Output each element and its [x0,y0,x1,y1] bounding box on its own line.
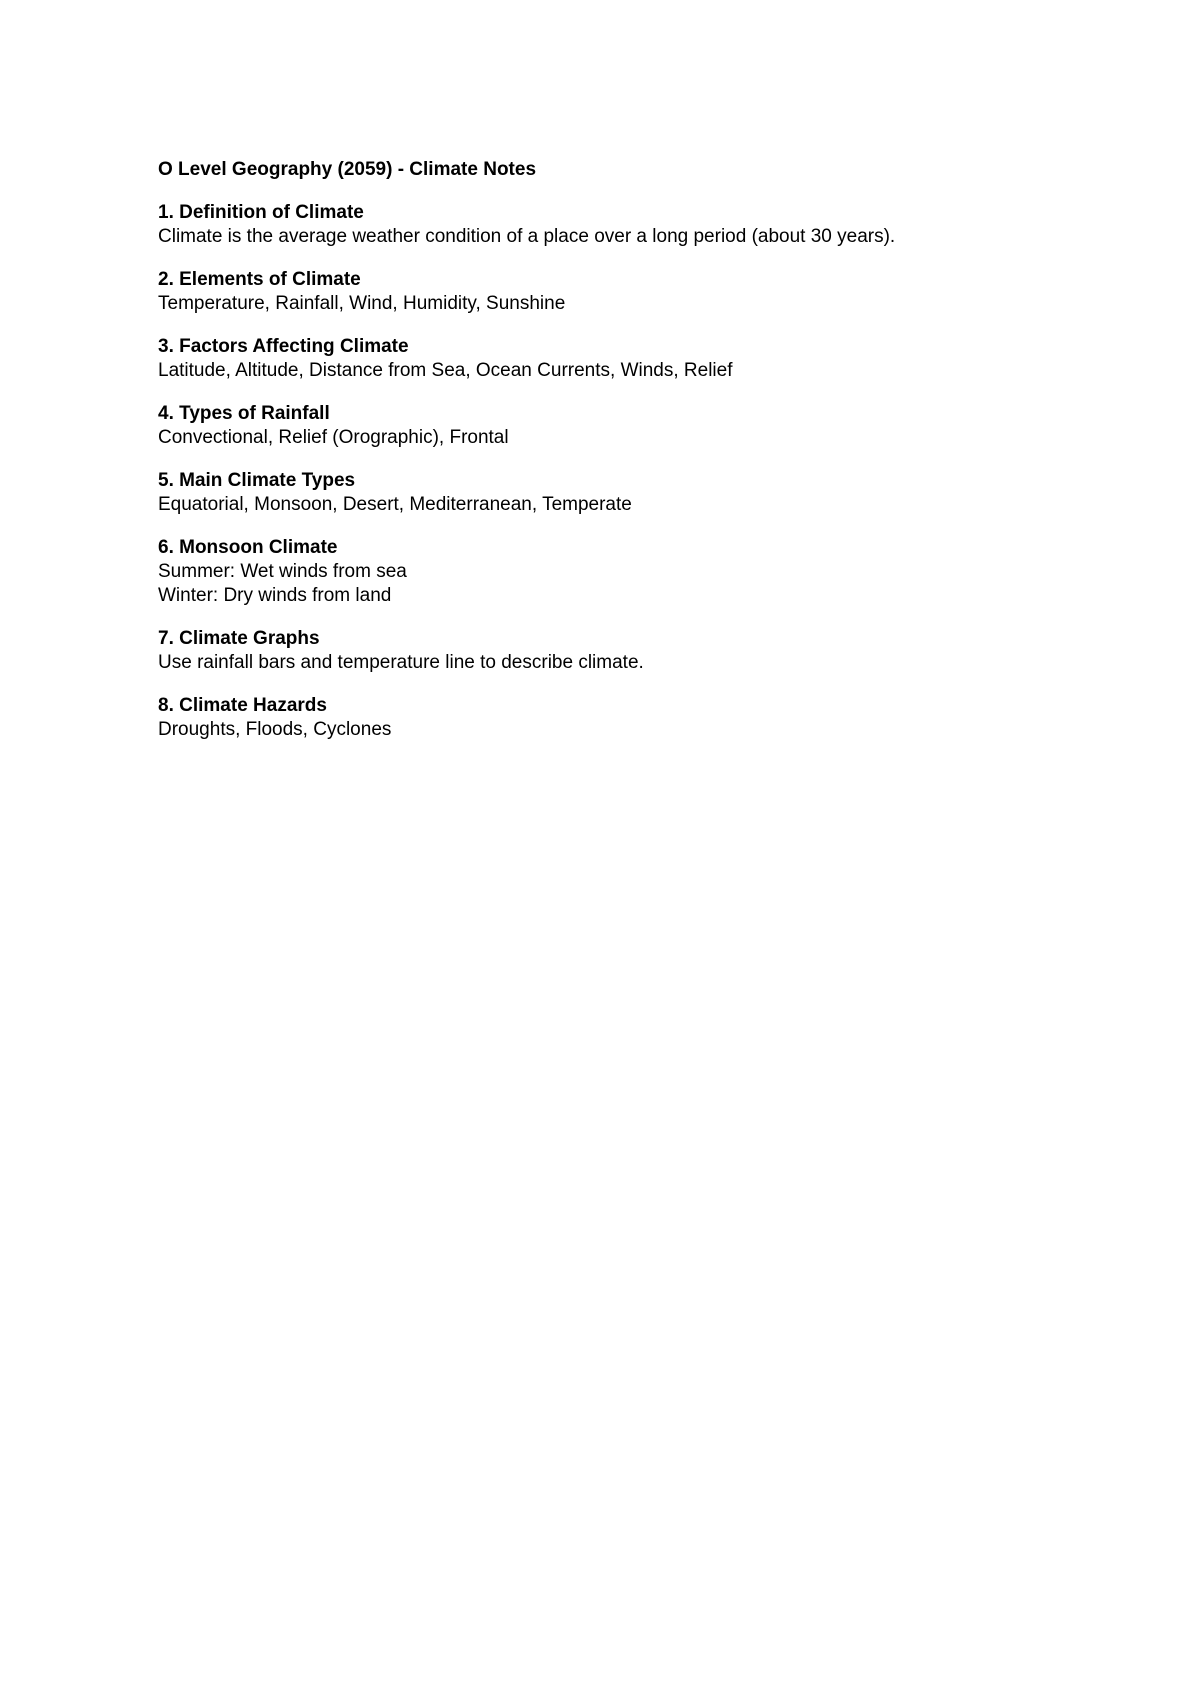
section-heading: 3. Factors Affecting Climate [158,336,409,357]
section-rainfall-types [158,402,1118,450]
section-text: Droughts, Floods, Cyclones [158,719,392,740]
section-graphs [158,627,1118,675]
section-heading: 7. Climate Graphs [158,628,320,649]
section-hazards [158,694,1118,742]
section-heading: 8. Climate Hazards [158,695,327,716]
section-text: Use rainfall bars and temperature line to describe climate. [158,652,644,673]
section-heading: 4. Types of Rainfall [158,403,330,424]
section-text: Temperature, Rainfall, Wind, Humidity, Sunshine [158,293,566,314]
section-text: Climate is the average weather condition of a place over a long period (about 30 years). [158,226,896,247]
section-text: Winter: Dry winds from land [158,585,392,606]
section-elements [158,268,1118,316]
section-climate-types [158,469,1118,517]
document-content [158,158,1118,761]
section-text: Latitude, Altitude, Distance from Sea, Ocean Currents, Winds, Relief [158,360,733,381]
section-definition [158,201,1118,249]
section-heading: 1. Definition of Climate [158,202,364,223]
section-text: Summer: Wet winds from sea [158,561,407,582]
document-title: O Level Geography (2059) - Climate Notes [158,159,537,180]
section-text: Convectional, Relief (Orographic), Frontal [158,427,509,448]
section-heading: 5. Main Climate Types [158,470,356,491]
section-factors [158,335,1118,383]
section-heading: 6. Monsoon Climate [158,537,338,558]
section-text: Equatorial, Monsoon, Desert, Mediterranean, Temperate [158,494,632,515]
section-heading: 2. Elements of Climate [158,269,361,290]
section-monsoon [158,536,1118,608]
